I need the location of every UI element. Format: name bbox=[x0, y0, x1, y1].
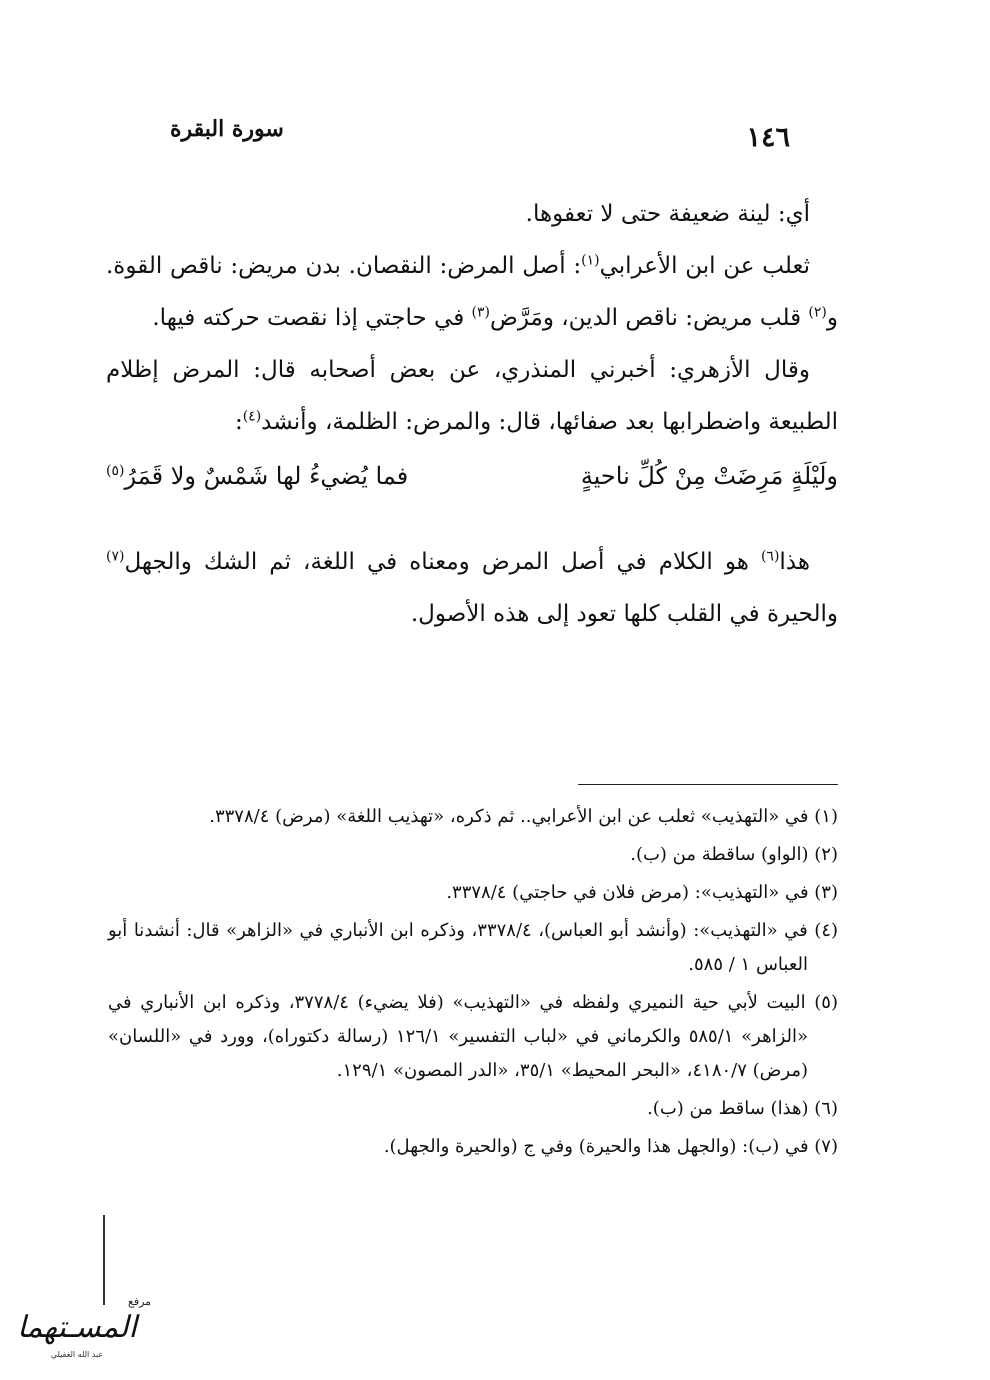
page-header bbox=[170, 112, 790, 162]
text-run: : أصل المرض: النقصان. بدن مريض: ناقص القوة. و bbox=[106, 253, 838, 331]
footnote-1: (١) في «التهذيب» ثعلب عن ابن الأعرابي.. ثم ذكره، «تهذيب اللغة» (مرض) ٣٣٧٨/٤. bbox=[209, 806, 838, 827]
footnote-ref-4: (٤) bbox=[242, 408, 262, 425]
text-run: قلب مريض: ناقص الدين، ومَرَّض bbox=[490, 305, 809, 331]
paragraph-3 bbox=[106, 344, 838, 448]
poetry-verse bbox=[106, 450, 838, 502]
footnote-ref-2: (٢) bbox=[808, 304, 827, 321]
page-number: ١٤٦ bbox=[746, 122, 790, 153]
footnote-2: (٢) (الواو) ساقطة من (ب). bbox=[630, 844, 838, 865]
footnote-7: (٧) في (ب): (والجهل هذا والحيرة) وفي ج (والحيرة والجهل). bbox=[383, 1136, 838, 1157]
footnote-4: (٤) في «التهذيب»: (وأنشد أبو العباس)، ٣٣٧٨/٤، وذكره ابن الأنباري في «الزاهر» قال: أنشدنا أبو العباس ١ / ٥٨٥. bbox=[108, 920, 839, 975]
footnote-3: (٣) في «التهذيب»: (مرض فلان في حاجتي) ٣٣٧٨/٤. bbox=[446, 882, 838, 903]
footnote-ref-7: (٧) bbox=[106, 548, 125, 565]
footnotes bbox=[108, 800, 838, 1168]
footnote-ref-5: (٥) bbox=[106, 463, 125, 479]
paragraph-2 bbox=[106, 240, 838, 344]
footnote-ref-1: (١) bbox=[581, 252, 600, 269]
footnote-ref-3: (٣) bbox=[471, 304, 491, 321]
verse-first-hemistich: ولَيْلَةٍ مَرِضَتْ مِنْ كُلِّ ناحيةٍ bbox=[580, 462, 838, 490]
footnote-ref-6: (٦) bbox=[760, 548, 780, 565]
paragraph-1: أي: لينة ضعيفة حتى لا تعفوها. bbox=[525, 201, 810, 227]
stamp-main-text: المسـتهما bbox=[17, 1310, 137, 1345]
text-run: : bbox=[234, 409, 243, 435]
footnote-6: (٦) (هذا) ساقط من (ب). bbox=[647, 1098, 838, 1119]
text-run: ثعلب عن ابن الأعرابي bbox=[599, 253, 810, 279]
stamp-sub-text: عبد الله الغفيلي bbox=[50, 1350, 104, 1359]
publisher-stamp-logo bbox=[10, 1285, 152, 1365]
footnote-5: (٥) البيت لأبي حية النميري ولفظه في «التهذيب» (فلا يضيء) ٣٧٧٨/٤، وذكره ابن الأنباري في «الزاهر» ٥٨٥/١ والكرماني في «لباب التفسير» ١٢٦/١ (رسالة دكتوراه)، وورد في «اللسان» (مرض) ٤١٨٠/٧، «البحر المحيط» ٣٥/١، «الدر المصون» ١٢٩/١. bbox=[108, 992, 838, 1081]
paragraph-4 bbox=[106, 536, 838, 640]
text-run: وقال الأزهري: أخبرني المنذري، عن بعض أصحابه قال: المرض إظلام الطبيعة واضطرابها بعد صفائها، قال: والمرض: الظلمة، وأنشد bbox=[106, 357, 838, 435]
text-run: والحيرة في القلب كلها تعود إلى هذه الأصول. bbox=[410, 601, 838, 627]
main-text bbox=[106, 188, 838, 640]
text-run: هذا bbox=[779, 549, 810, 575]
text-run: في حاجتي إذا نقصت حركته فيها. bbox=[152, 305, 472, 331]
text-run: فما يُضيءُ لها شَمْسٌ ولا قَمَرُ bbox=[124, 462, 409, 490]
verse-second-hemistich bbox=[106, 450, 408, 502]
text-run: هو الكلام في أصل المرض ومعناه في اللغة، ثم الشك والجهل bbox=[124, 549, 761, 575]
stamp-small-text: مرفع bbox=[128, 1295, 152, 1308]
running-title: سورة البقرة bbox=[170, 116, 284, 142]
footnote-separator bbox=[578, 784, 838, 785]
